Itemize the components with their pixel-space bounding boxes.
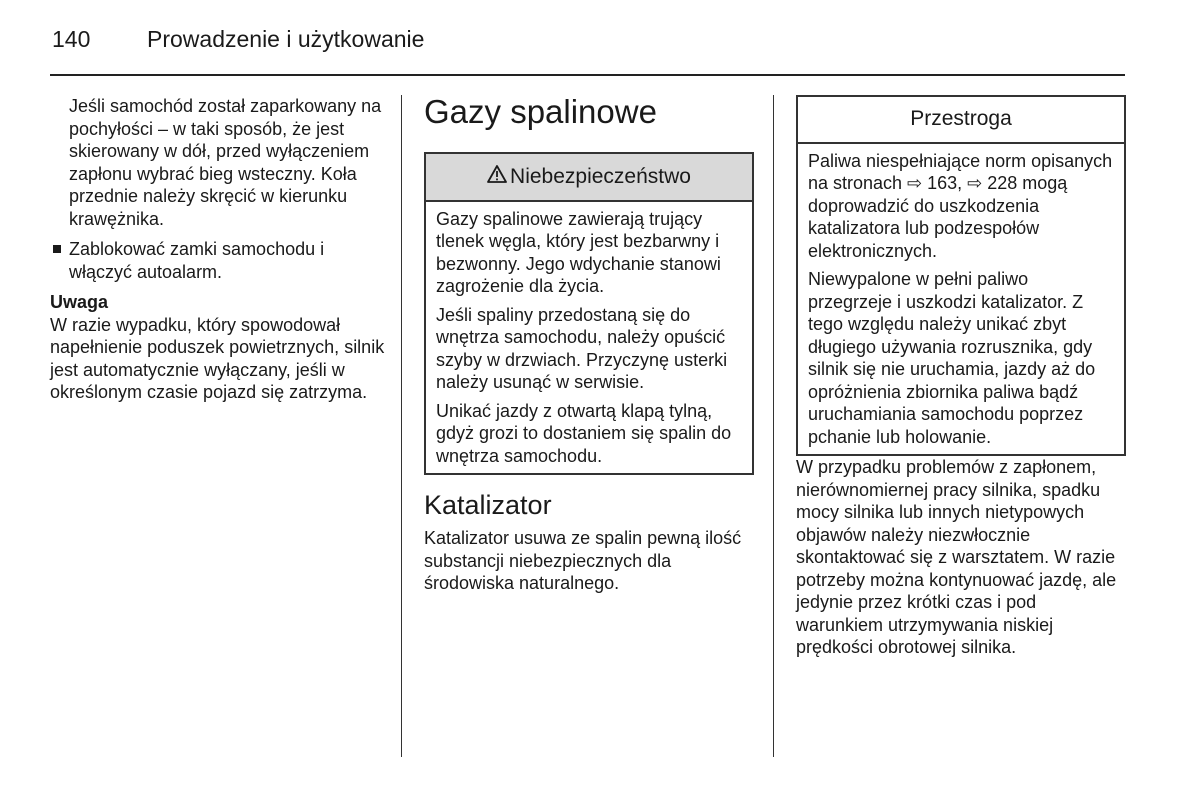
caution-text-1: Paliwa niespełniające norm opisanych na stronach ⇨ 163, ⇨ 228 mogą doprowadzić do uszkodzenia katalizatora lub podzespołów elektronicznych. xyxy=(808,150,1113,261)
note-title: Uwaga xyxy=(50,292,109,312)
page-header xyxy=(52,26,424,53)
parking-slope-text: Jeśli samochód został zaparkowany na pochyłości – w taki sposób, że jest skierowany w dół, przed wyłączeniem zapłonu wybrać bieg wsteczny. Koła przednie należy skręcić w kierunku krawężnika. xyxy=(69,96,382,229)
caution-box-body xyxy=(798,144,1124,455)
bullet-square-icon xyxy=(53,245,61,253)
bullet-text: Zablokować zamki samochodu i włączyć autoalarm. xyxy=(69,239,325,282)
section-heading-exhaust: Gazy spalinowe xyxy=(424,93,657,130)
danger-box xyxy=(424,152,754,475)
caution-box xyxy=(796,95,1126,456)
ignition-problems-text: W przypadku problemów z zapłonem, nierównomiernej pracy silnika, spadku mocy silnika lub innych nietypowych objawów należy niezwłocznie skontaktować się z warsztatem. W razie potrzeby można kontynuować jazdę, ale jedynie przez krótki czas i pod warunkiem utrzymywania niskiej prędkości obrotowej silnika. xyxy=(796,457,1117,657)
chapter-title: Prowadzenie i użytkowanie xyxy=(147,26,425,52)
caution-box-header: Przestroga xyxy=(798,97,1124,144)
warning-triangle-icon xyxy=(487,165,507,189)
danger-text-2: Jeśli spaliny przedostaną się do wnętrza samochodu, należy opuścić szyby w drzwiach. Przyczynę usterki należy usunąć w serwisie. xyxy=(436,304,728,392)
danger-text-3: Unikać jazdy z otwartą klapą tylną, gdyż grozi to dostaniem się spalin do wnętrza samochodu. xyxy=(436,400,732,466)
note-text: W razie wypadku, który spowodował napełnienie poduszek powietrznych, silnik jest automatycznie wyłączany, jeśli w określonym czasie pojazd się zatrzyma. xyxy=(50,314,385,402)
column-divider-2 xyxy=(773,95,774,757)
caution-text-2: Niewypalone w pełni paliwo przegrzeje i uszkodzi katalizator. Z tego względu należy unikać zbyt długiego używania rozrusznika, gdy silnik się nie uruchamia, jazdy aż do opróżnienia zbiornika paliwa bądź uruchamiania samochodu poprzez pchanie lub holowanie. xyxy=(808,269,1096,447)
danger-text-1: Gazy spalinowe zawierają trujący tlenek węgla, który jest bezbarwny i bezwonny. Jego wdychanie stanowi zagrożenie dla życia. xyxy=(436,208,721,296)
column-2 xyxy=(424,92,754,595)
page-number: 140 xyxy=(52,26,91,52)
column-3 xyxy=(796,95,1126,659)
catalyst-text: Katalizator usuwa ze spalin pewną ilość substancji niebezpiecznych dla środowiska naturalnego. xyxy=(424,528,742,593)
danger-box-header xyxy=(426,154,752,202)
danger-box-body xyxy=(426,202,752,474)
danger-title: Niebezpieczeństwo xyxy=(510,165,691,188)
column-1 xyxy=(50,95,390,404)
column-divider-1 xyxy=(401,95,402,757)
list-item xyxy=(50,238,390,283)
section-heading-catalyst: Katalizator xyxy=(424,490,552,520)
header-rule xyxy=(50,74,1125,76)
